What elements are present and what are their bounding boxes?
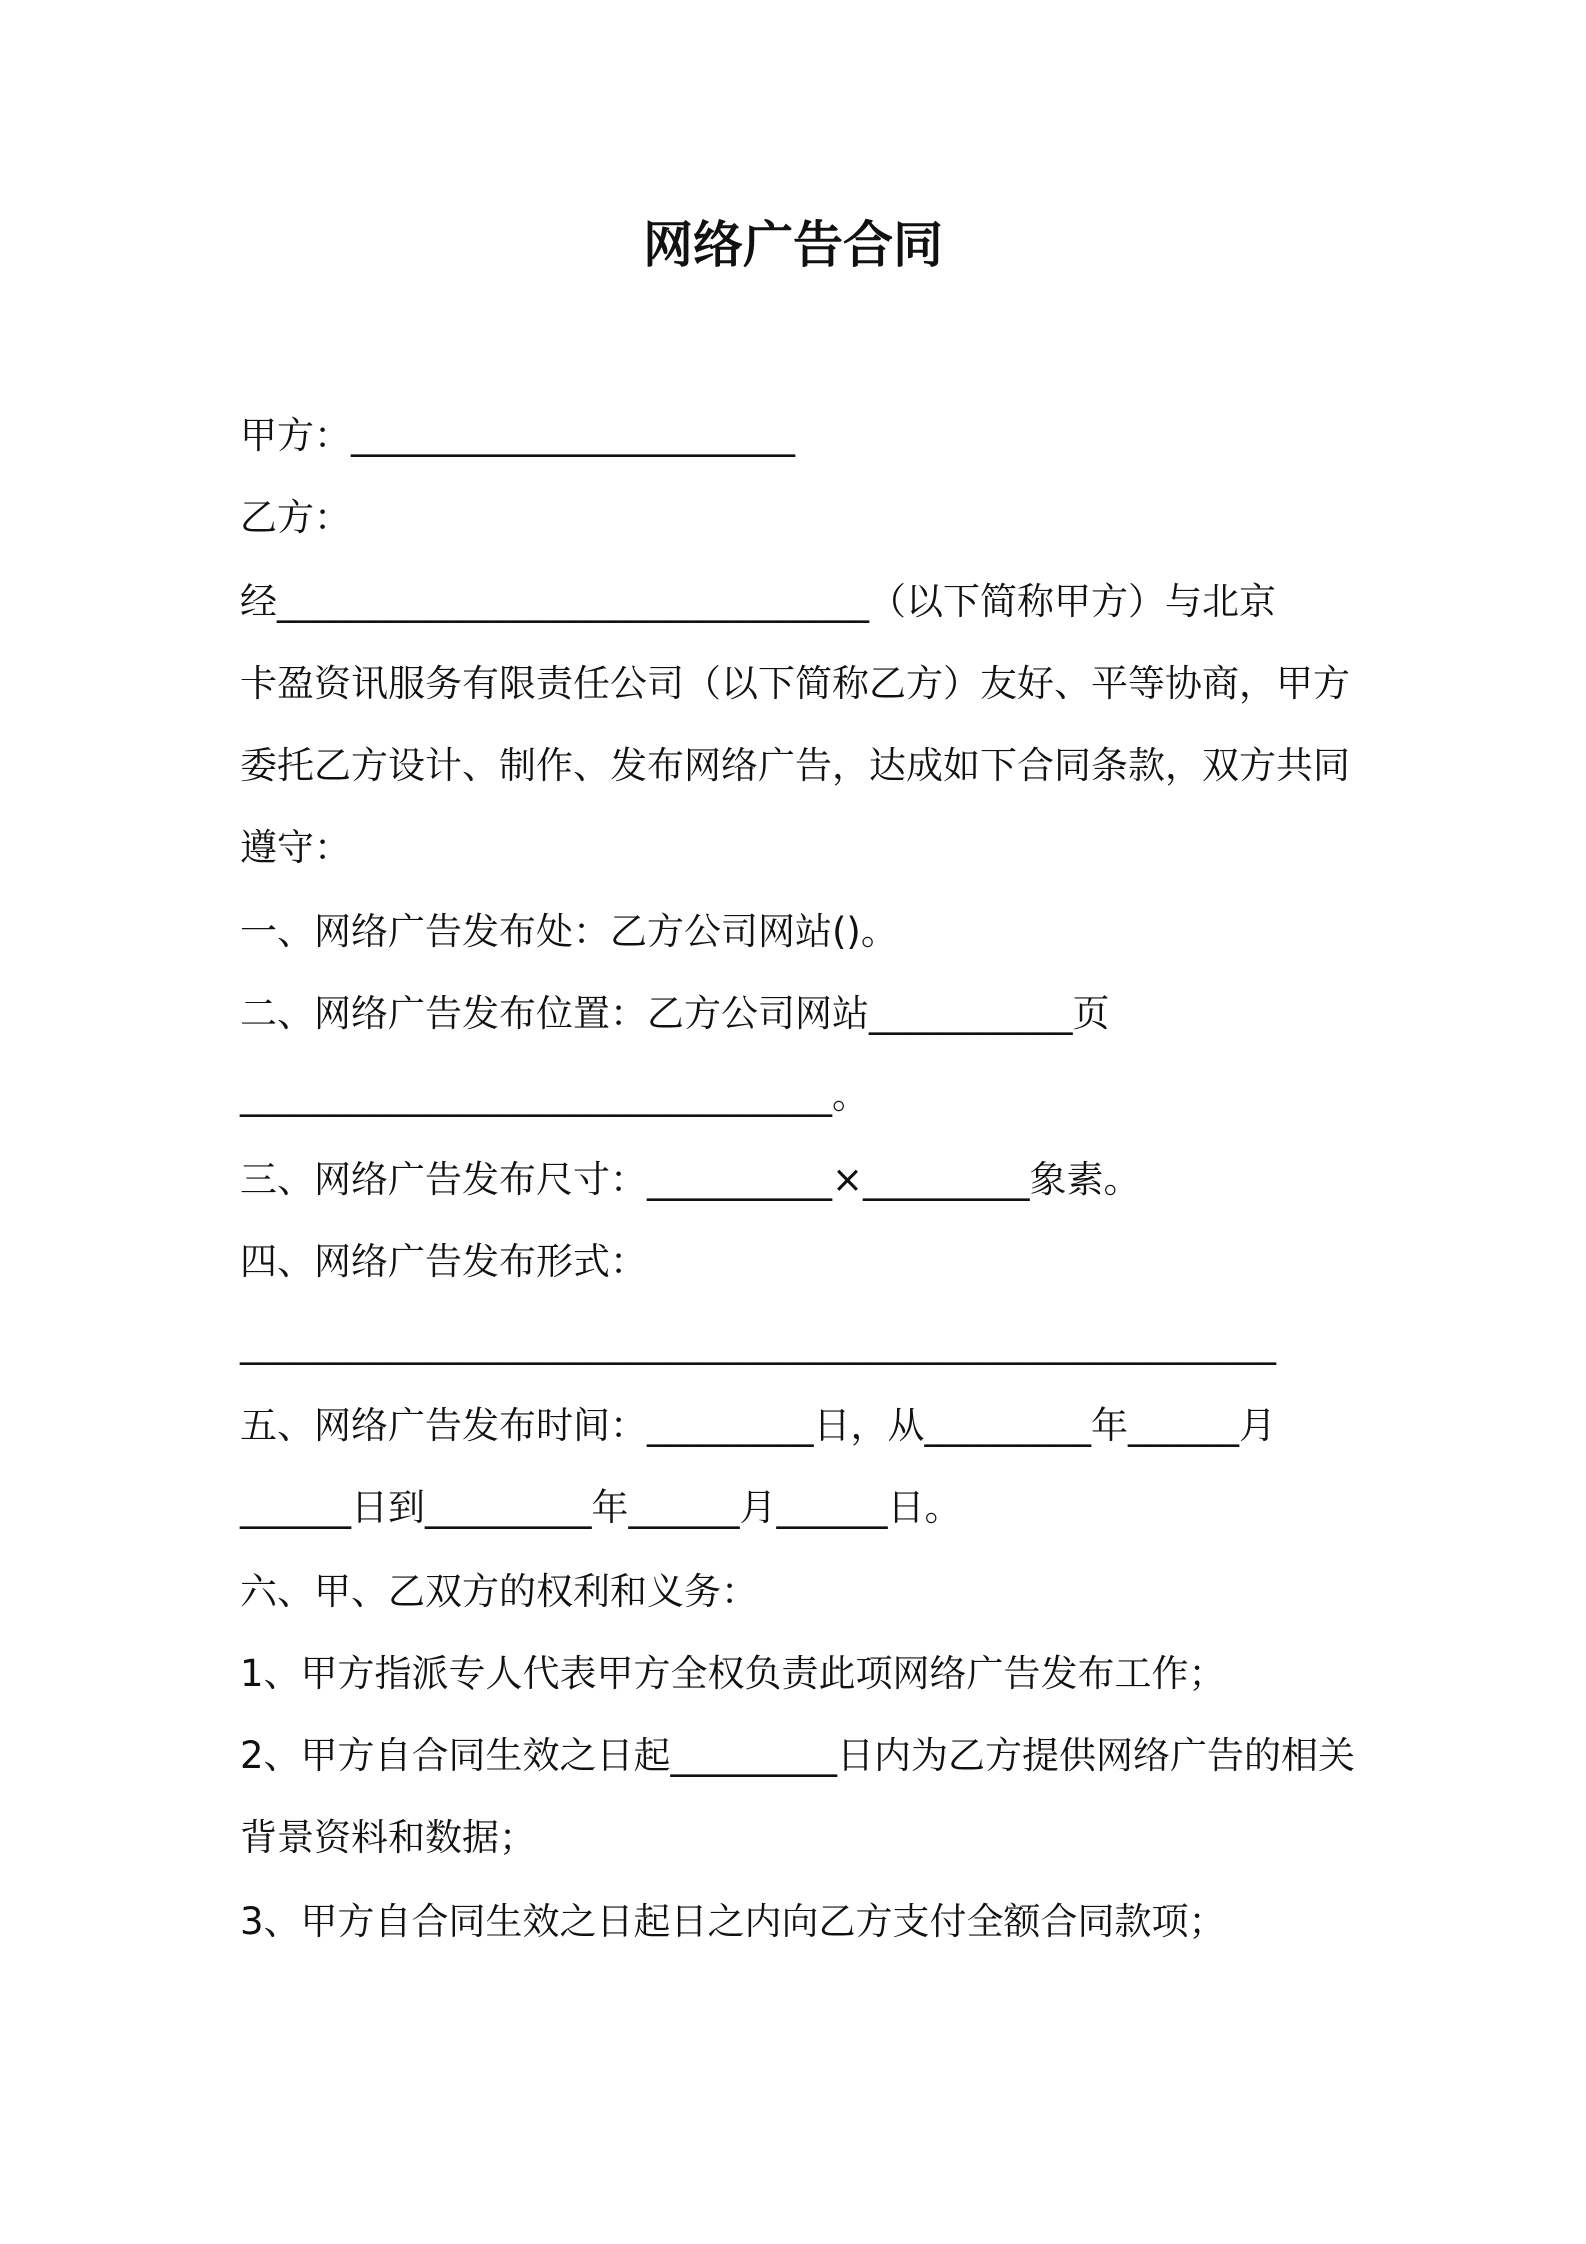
preamble-line-3: 委托乙方设计、制作、发布网络广告，达成如下合同条款，双方共同 xyxy=(240,744,1350,787)
party-a-line: 甲方：________________________ xyxy=(240,414,795,457)
document-title: 网络广告合同 xyxy=(643,216,943,274)
clause-4-line-1: 四、网络广告发布形式： xyxy=(240,1240,647,1283)
clause-6-item-1: 1、甲方指派专人代表甲方全权负责此项网络广告发布工作； xyxy=(240,1652,1226,1695)
clause-1-line: 一、网络广告发布处：乙方公司网站()。 xyxy=(240,910,898,953)
clause-5-line-1: 五、网络广告发布时间：_________日，从_________年______月 xyxy=(240,1404,1276,1447)
clause-6-item-2-line-2: 背景资料和数据； xyxy=(240,1816,536,1859)
clause-2-line-1: 二、网络广告发布位置：乙方公司网站___________页 xyxy=(240,992,1110,1035)
clause-6-item-2-line-1: 2、甲方自合同生效之日起_________日内为乙方提供网络广告的相关 xyxy=(240,1734,1356,1777)
clause-5-line-2: ______日到_________年______月______日。 xyxy=(240,1486,962,1529)
preamble-line-4: 遵守： xyxy=(240,826,351,869)
preamble-line-1: 经________________________________（以下简称甲方）与北京 xyxy=(240,580,1276,623)
clause-6-heading: 六、甲、乙双方的权利和义务： xyxy=(240,1570,758,1613)
clause-4-line-2: ________________________________________________________ xyxy=(240,1322,1276,1365)
clause-2-line-2: ________________________________。 xyxy=(240,1074,869,1117)
clause-3-line: 三、网络广告发布尺寸：__________×_________象素。 xyxy=(240,1158,1141,1201)
party-b-line: 乙方： xyxy=(240,496,351,539)
preamble-line-2: 卡盈资讯服务有限责任公司（以下简称乙方）友好、平等协商，甲方 xyxy=(240,662,1350,705)
clause-6-item-3: 3、甲方自合同生效之日起日之内向乙方支付全额合同款项； xyxy=(240,1900,1226,1943)
